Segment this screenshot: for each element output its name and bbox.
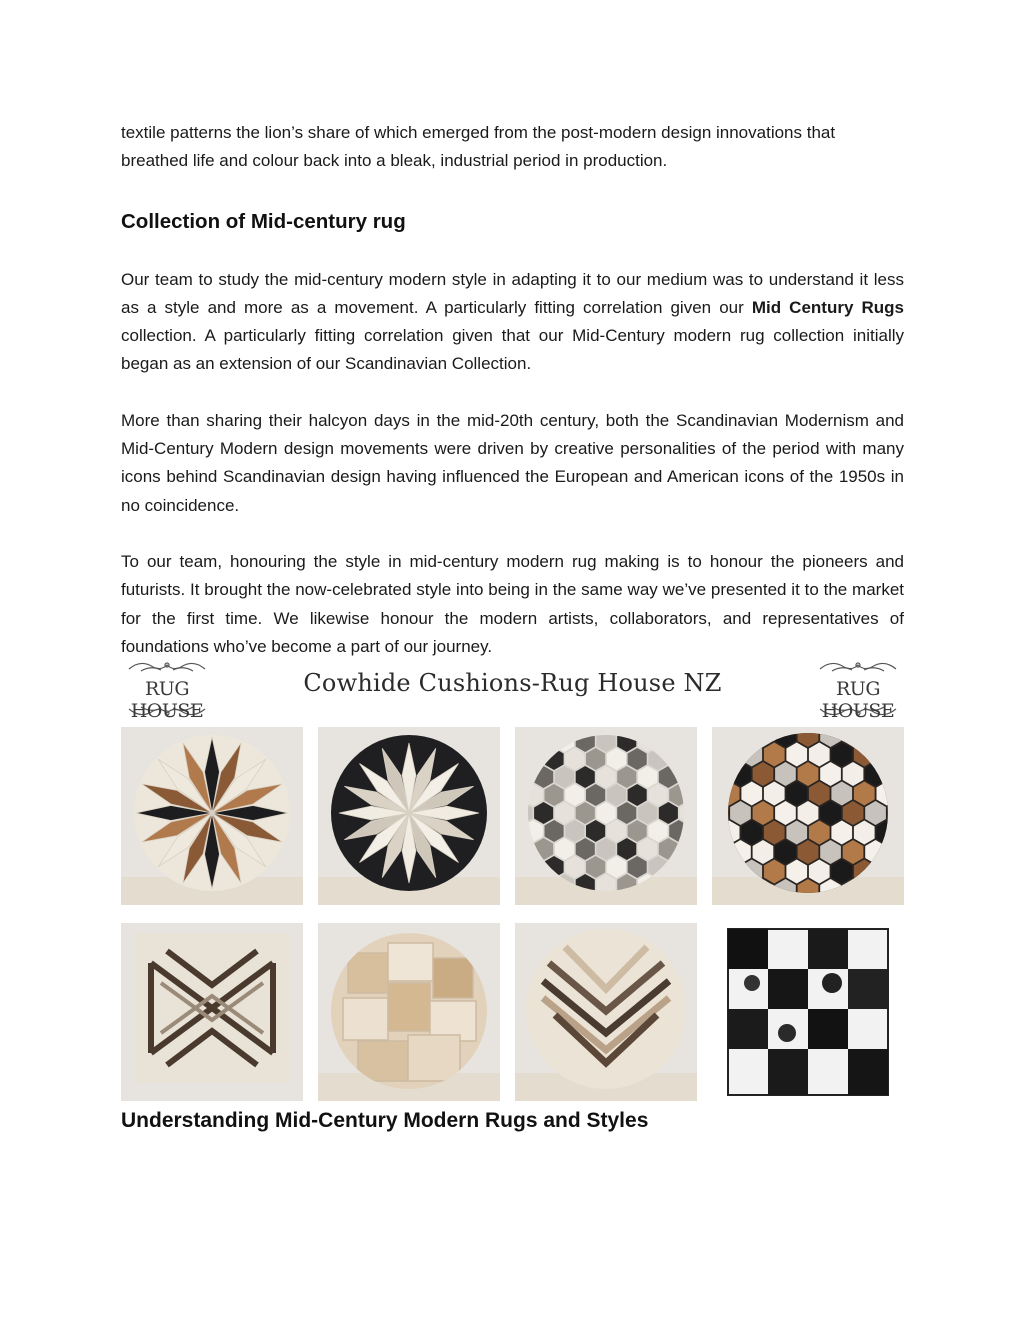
paragraph-intro: textile patterns the lion’s share of which emerged from the post-modern design innovations that breathed life and colour back into a bleak, industrial period in production.: [121, 123, 836, 171]
cushion-photo-hexagon-brown[interactable]: [712, 727, 904, 905]
paragraph-team-text-a: Our team to study the mid-century modern style in adapting it to our medium was to understand it less as a style and more as a movement. A particularly fitting correlation given our: [121, 269, 904, 317]
banner-title: Cowhide Cushions-Rug House NZ: [303, 669, 722, 697]
cushion-photo-herringbone[interactable]: [515, 923, 697, 1101]
paragraph-team: [121, 266, 904, 379]
rug-house-logo: [812, 657, 904, 721]
heading-understanding: Understanding Mid-Century Modern Rugs and Styles: [121, 1109, 649, 1132]
paragraph-team-text-b: collection. A particularly fitting correlation given that our Mid-Century modern rug collection initially began as an extension of our Scandinavian Collection.: [121, 326, 904, 374]
logo-wordmark: RUG HOUSE: [821, 678, 895, 722]
cushion-photo-patchwork-tan[interactable]: [318, 923, 500, 1101]
product-banner: [121, 657, 904, 721]
cushion-photo-grid: [121, 727, 904, 1102]
cushion-photo-chevron-square[interactable]: [121, 923, 303, 1101]
rug-house-logo: [121, 657, 213, 721]
heading-collection: Collection of Mid-century rug: [121, 209, 406, 233]
cushion-photo-starburst-black[interactable]: [318, 727, 500, 905]
paragraph-halcyon: More than sharing their halcyon days in the mid-20th century, both the Scandinavian Modernism and Mid-Century Modern design movements were driven by creative personalities of the period with many icons behind Scandinavian design having influenced the European and American icons of the 1950s in no coincidence.: [121, 410, 904, 515]
logo-wordmark: RUG HOUSE: [130, 678, 204, 722]
cushion-photo-patchwork-black[interactable]: [712, 923, 904, 1101]
cushion-photo-hexagon-grey[interactable]: [515, 727, 697, 905]
cushion-photo-starburst-brown[interactable]: [121, 727, 303, 905]
document-body: [121, 119, 904, 661]
mid-century-rugs-link[interactable]: Mid Century Rugs: [751, 297, 904, 317]
paragraph-honour: To our team, honouring the style in mid-century modern rug making is to honour the pioneers and futurists. It brought the now-celebrated style into being in the same way we’ve presented it to the market for the first time. We likewise honour the modern artists, collaborators, and representatives of foundations who’ve become a part of our journey.: [121, 551, 904, 656]
